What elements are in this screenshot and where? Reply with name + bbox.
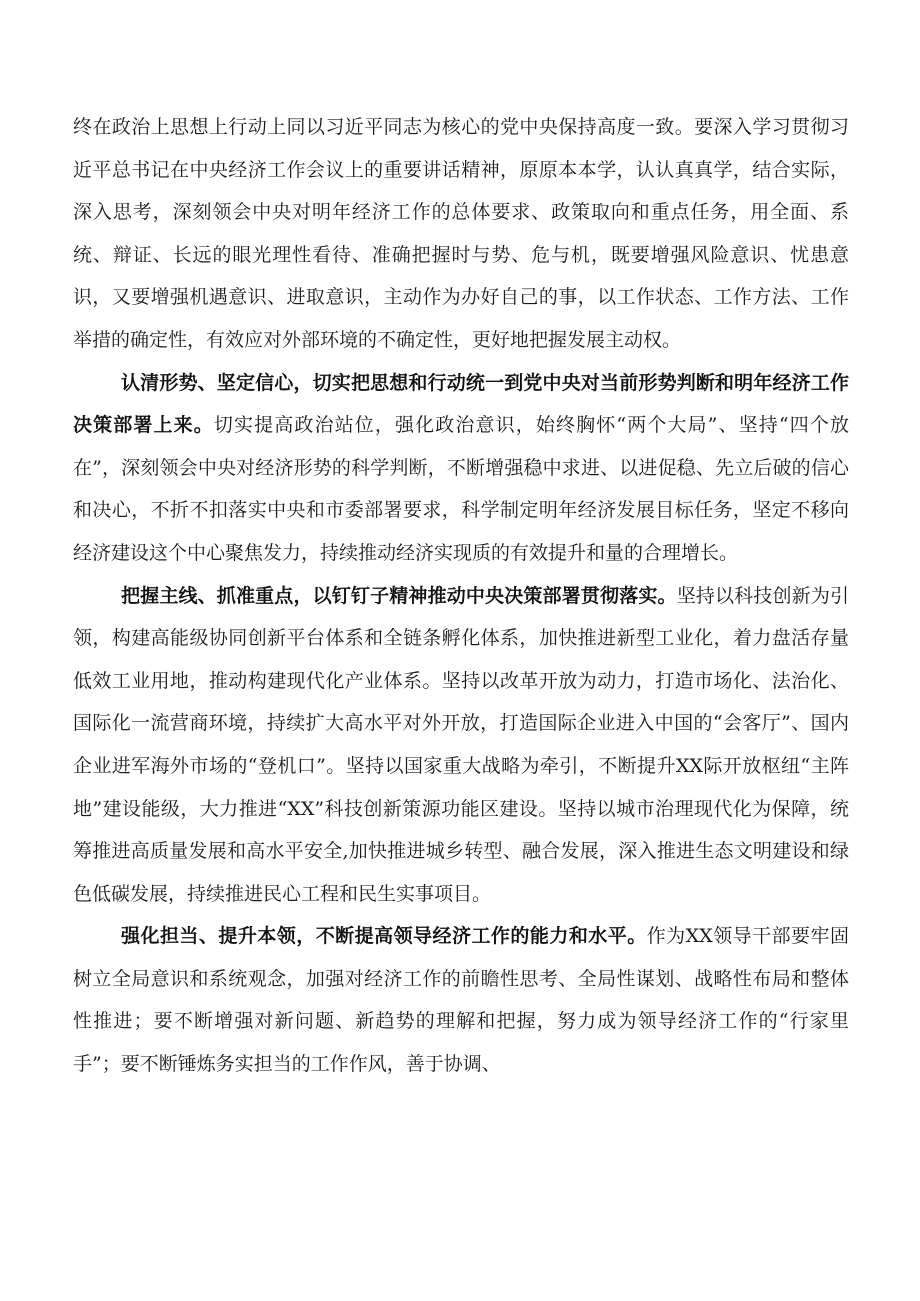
paragraph-4-heading: 强化担当、提升本领，不断提高领导经济工作的能力和水平。: [121, 925, 647, 948]
paragraph-3-heading: 把握主线、抓准重点，以钉钉子精神推动中央决策部署贯彻落实。: [121, 584, 677, 607]
paragraph-1: [73, 106, 849, 362]
paragraph-1-text: 终在政治上思想上行动上同以习近平同志为核心的党中央保持高度一致。要深入学习贯彻习近平总书记在中央经济工作会议上的重要讲话精神，原原本本学，认认真真学，结合实际，深入思考，深刻领会中央对明年经济工作的总体要求、政策取向和重点任务，用全面、系统、辩证、长远的眼光理性看待、准确把握时与势、危与机，既要增强风险意识、忧患意识，又要增强机遇意识、进取意识，主动作为办好自己的事，以工作状态、工作方法、工作举措的确定性，有效应对外部环境的不确定性，更好地把握发展主动权。: [73, 116, 849, 351]
paragraph-2-text: 切实提高政治站位，强化政治意识，始终胸怀“两个大局”、坚持“四个放在”，深刻领会中央对经济形势的科学判断，不断增强稳中求进、以进促稳、先立后破的信心和决心，不折不扣落实中央和市委部署要求，科学制定明年经济发展目标任务，坚定不移向经济建设这个中心聚焦发力，持续推动经济实现质的有效提升和量的合理增长。: [73, 414, 849, 564]
paragraph-4-text: 作为XX领导干部要牢固树立全局意识和系统观念，加强对经济工作的前瞻性思考、全局性谋划、战略性布局和整体性推进；要不断增强对新问题、新趋势的理解和把握，努力成为领导经济工作的“行家里手”；要不断锤炼务实担当的工作作风，善于协调、: [73, 925, 849, 1076]
paragraph-2: [73, 362, 849, 575]
paragraph-4: [73, 915, 849, 1085]
paragraph-2-heading: 认清形势、坚定信心，切实把思想和行动统一到党中央对当前形势判断和明年经济工作决策部署上来。: [73, 371, 849, 437]
paragraph-3-text: 坚持以科技创新为引领，构建高能级协同创新平台体系和全链条孵化体系，加快推进新型工业化，着力盘活存量低效工业用地，推动构建现代化产业体系。坚持以改革开放为动力，打造市场化、法治化、国际化一流营商环境，持续扩大高水平对外开放，打造国际企业进入中国的“会客厅”、国内企业进军海外市场的“登机口”。坚持以国家重大战略为牵引，不断提升XX际开放枢纽“主阵地”建设能级，大力推进“XX”科技创新策源功能区建设。坚持以城市治理现代化为保障，统筹推进高质量发展和高水平安全,加快推进城乡转型、融合发展，深入推进生态文明建设和绿色低碳发展，持续推进民心工程和民生实事项目。: [73, 584, 849, 905]
document-body: [73, 106, 849, 1086]
paragraph-3: [73, 575, 849, 916]
